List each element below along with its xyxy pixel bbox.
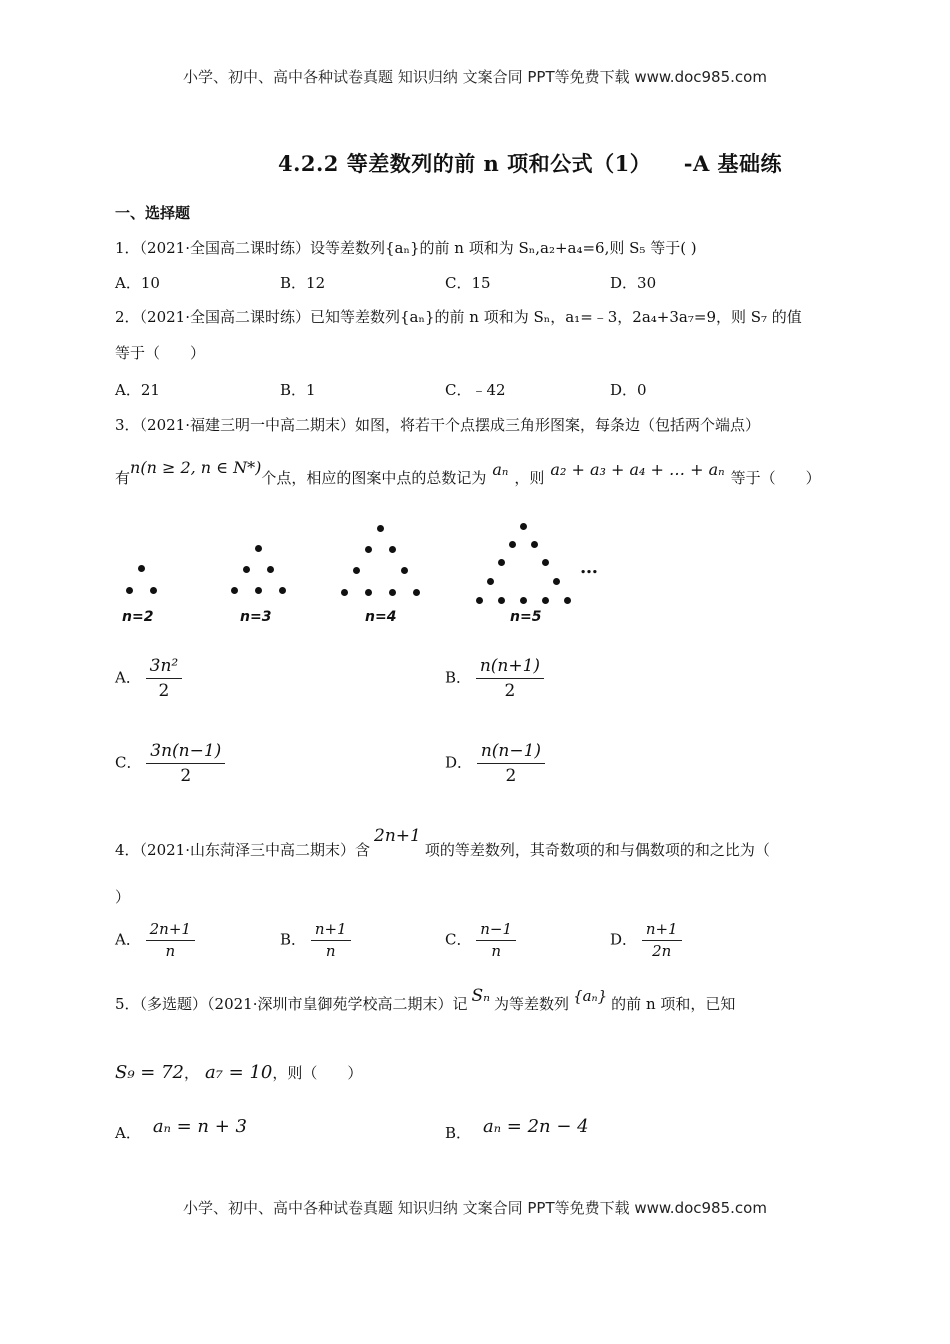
dot bbox=[279, 587, 286, 594]
q3-option-c bbox=[115, 740, 225, 787]
q4-expression: 2n+1 bbox=[374, 826, 421, 846]
q3-option-a-fraction bbox=[146, 655, 183, 702]
dot bbox=[377, 525, 384, 532]
q5-option-a-letter: A． bbox=[115, 1124, 141, 1142]
q4-option-a bbox=[115, 920, 195, 961]
fraction-denominator: 2 bbox=[504, 681, 516, 701]
q1-option-d: D．30 bbox=[610, 274, 657, 292]
question-4-line-1 bbox=[115, 826, 770, 860]
dot bbox=[553, 578, 560, 585]
q4-option-d bbox=[610, 920, 682, 961]
page-header: 小学、初中、高中各种试卷真题 知识归纳 文案合同 PPT等免费下载 www.doc985.com bbox=[183, 68, 767, 86]
q3-option-d bbox=[445, 740, 545, 787]
q4-option-b bbox=[280, 920, 351, 961]
fraction-denominator: 2 bbox=[158, 681, 170, 701]
q5-post: 的前 n 项和，已知 bbox=[611, 995, 736, 1013]
triangle-dot-figure bbox=[110, 515, 610, 630]
fraction-numerator: 3n(n−1) bbox=[146, 740, 225, 764]
fraction-denominator: n bbox=[491, 942, 501, 960]
fraction-denominator: n bbox=[165, 942, 176, 960]
figure-label-n3: n=3 bbox=[240, 609, 272, 625]
q3-mid: 个点，相应的图案中点的总数记为 bbox=[261, 469, 487, 487]
q4-option-c-letter: C． bbox=[445, 930, 472, 949]
question-4-line-2: ） bbox=[115, 888, 131, 906]
dot bbox=[509, 541, 516, 548]
q3-an: aₙ bbox=[492, 460, 509, 479]
question-2-line-1: 2．（2021·全国高二课时练）已知等差数列{aₙ}的前 n 项和为 Sₙ，a₁=﹣3，2a₄+3a₇=9，则 S₇ 的值 bbox=[115, 308, 802, 326]
dot bbox=[498, 559, 505, 566]
q3-option-c-fraction bbox=[146, 740, 225, 787]
dot bbox=[542, 597, 549, 604]
q4-post: 项的等差数列，其奇数项的和与偶数项的和之比为（ bbox=[424, 841, 770, 859]
dot bbox=[531, 541, 538, 548]
dot bbox=[353, 567, 360, 574]
fraction-numerator: n−1 bbox=[476, 920, 516, 941]
q2-option-c: C．﹣42 bbox=[445, 381, 506, 399]
dot bbox=[341, 589, 348, 596]
q5-mid: 为等差数列 bbox=[494, 995, 570, 1013]
q4-option-d-letter: D． bbox=[610, 930, 638, 949]
q4-option-a-fraction bbox=[146, 920, 195, 961]
dot bbox=[401, 567, 408, 574]
q4-option-c-fraction bbox=[476, 920, 516, 961]
dot bbox=[389, 546, 396, 553]
fraction-numerator: 3n² bbox=[146, 655, 183, 679]
q5-sn: Sₙ bbox=[471, 986, 491, 1006]
q2-option-d: D．0 bbox=[610, 381, 647, 399]
dot bbox=[542, 559, 549, 566]
dot bbox=[520, 597, 527, 604]
q3-option-c-letter: C． bbox=[115, 753, 142, 772]
q5-condition-a7: a₇ = 10 bbox=[205, 1062, 273, 1083]
question-1-text: 1．（2021·全国高二课时练）设等差数列{aₙ}的前 n 项和为 Sₙ,a₂+a₄=6,则 S₅ 等于( ) bbox=[115, 239, 697, 257]
q1-option-b: B．12 bbox=[280, 274, 326, 292]
q3-post: 等于（ ） bbox=[730, 469, 821, 487]
dot bbox=[564, 597, 571, 604]
dot bbox=[365, 546, 372, 553]
figure-label-n5: n=5 bbox=[510, 609, 542, 625]
q5-post2: ，则（ ） bbox=[272, 1064, 363, 1082]
dot bbox=[520, 523, 527, 530]
dot bbox=[389, 589, 396, 596]
page-footer: 小学、初中、高中各种试卷真题 知识归纳 文案合同 PPT等免费下载 www.doc985.com bbox=[183, 1199, 767, 1217]
q3-option-b-fraction bbox=[476, 655, 544, 702]
q5-pre: 5．（多选题）（2021·深圳市皇御苑学校高二期末）记 bbox=[115, 995, 468, 1013]
dot bbox=[255, 587, 262, 594]
dot bbox=[150, 587, 157, 594]
q3-pre: 有 bbox=[115, 469, 131, 487]
q5-option-a bbox=[115, 1116, 247, 1143]
q5-option-b bbox=[445, 1116, 589, 1143]
question-3-line-1: 3．（2021·福建三明一中高二期末）如图，将若干个点摆成三角形图案，每条边（包括两个端点） bbox=[115, 416, 760, 434]
q3-option-d-fraction bbox=[477, 740, 545, 787]
fraction-numerator: n+1 bbox=[311, 920, 351, 941]
fraction-numerator: n(n−1) bbox=[477, 740, 545, 764]
dot bbox=[365, 589, 372, 596]
q5-condition-s9: S₉ = 72 bbox=[115, 1062, 184, 1083]
q3-option-b-letter: B． bbox=[445, 668, 472, 687]
fraction-denominator: n bbox=[325, 942, 336, 960]
q3-sum: a₂ + a₃ + a₄ + … + aₙ bbox=[550, 460, 725, 479]
q4-option-a-letter: A． bbox=[115, 930, 141, 949]
section-heading: 一、选择题 bbox=[115, 204, 191, 222]
question-2-line-2: 等于（ ） bbox=[115, 344, 206, 362]
figure-ellipsis: … bbox=[580, 557, 598, 578]
q5-option-b-expression: aₙ = 2n − 4 bbox=[483, 1116, 589, 1137]
fraction-numerator: 2n+1 bbox=[146, 920, 195, 941]
q3-mid2: ，则 bbox=[514, 469, 545, 487]
fraction-denominator: 2n bbox=[652, 942, 672, 960]
q3-option-a-letter: A． bbox=[115, 668, 141, 687]
dot bbox=[267, 566, 274, 573]
figure-label-n2: n=2 bbox=[122, 609, 154, 625]
fraction-numerator: n(n+1) bbox=[476, 655, 544, 679]
q3-option-b bbox=[445, 655, 544, 702]
fraction-numerator: n+1 bbox=[642, 920, 682, 941]
page-title: 4.2.2 等差数列的前 n 项和公式（1） -A 基础练 bbox=[277, 151, 783, 176]
dot bbox=[476, 597, 483, 604]
question-5-line-2 bbox=[115, 1063, 362, 1083]
q3-option-d-letter: D． bbox=[445, 753, 473, 772]
q4-option-b-fraction bbox=[311, 920, 351, 961]
question-5-line-1 bbox=[115, 986, 736, 1014]
q4-option-d-fraction bbox=[642, 920, 682, 961]
q5-separator: ， bbox=[183, 1064, 199, 1082]
q5-option-a-expression: aₙ = n + 3 bbox=[152, 1116, 247, 1137]
q5-option-b-letter: B． bbox=[445, 1124, 472, 1142]
q2-option-b: B．1 bbox=[280, 381, 316, 399]
q5-sequence: {aₙ} bbox=[573, 987, 608, 1005]
q3-condition: n(n ≥ 2, n ∈ N*) bbox=[130, 458, 262, 477]
q4-pre: 4．（2021·山东菏泽三中高二期末）含 bbox=[115, 841, 370, 859]
dot bbox=[243, 566, 250, 573]
q3-option-a bbox=[115, 655, 182, 702]
dot bbox=[487, 578, 494, 585]
dot bbox=[255, 545, 262, 552]
dot bbox=[231, 587, 238, 594]
q4-option-c bbox=[445, 920, 516, 961]
fraction-denominator: 2 bbox=[505, 766, 517, 786]
q1-option-a: A．10 bbox=[115, 274, 160, 292]
q2-option-a: A．21 bbox=[115, 381, 160, 399]
dot bbox=[413, 589, 420, 596]
q1-option-c: C．15 bbox=[445, 274, 491, 292]
figure-label-n4: n=4 bbox=[365, 609, 397, 625]
q4-option-b-letter: B． bbox=[280, 930, 307, 949]
question-3-line-2 bbox=[115, 458, 821, 488]
dot bbox=[138, 565, 145, 572]
fraction-denominator: 2 bbox=[180, 766, 192, 786]
dot bbox=[498, 597, 505, 604]
dot bbox=[126, 587, 133, 594]
